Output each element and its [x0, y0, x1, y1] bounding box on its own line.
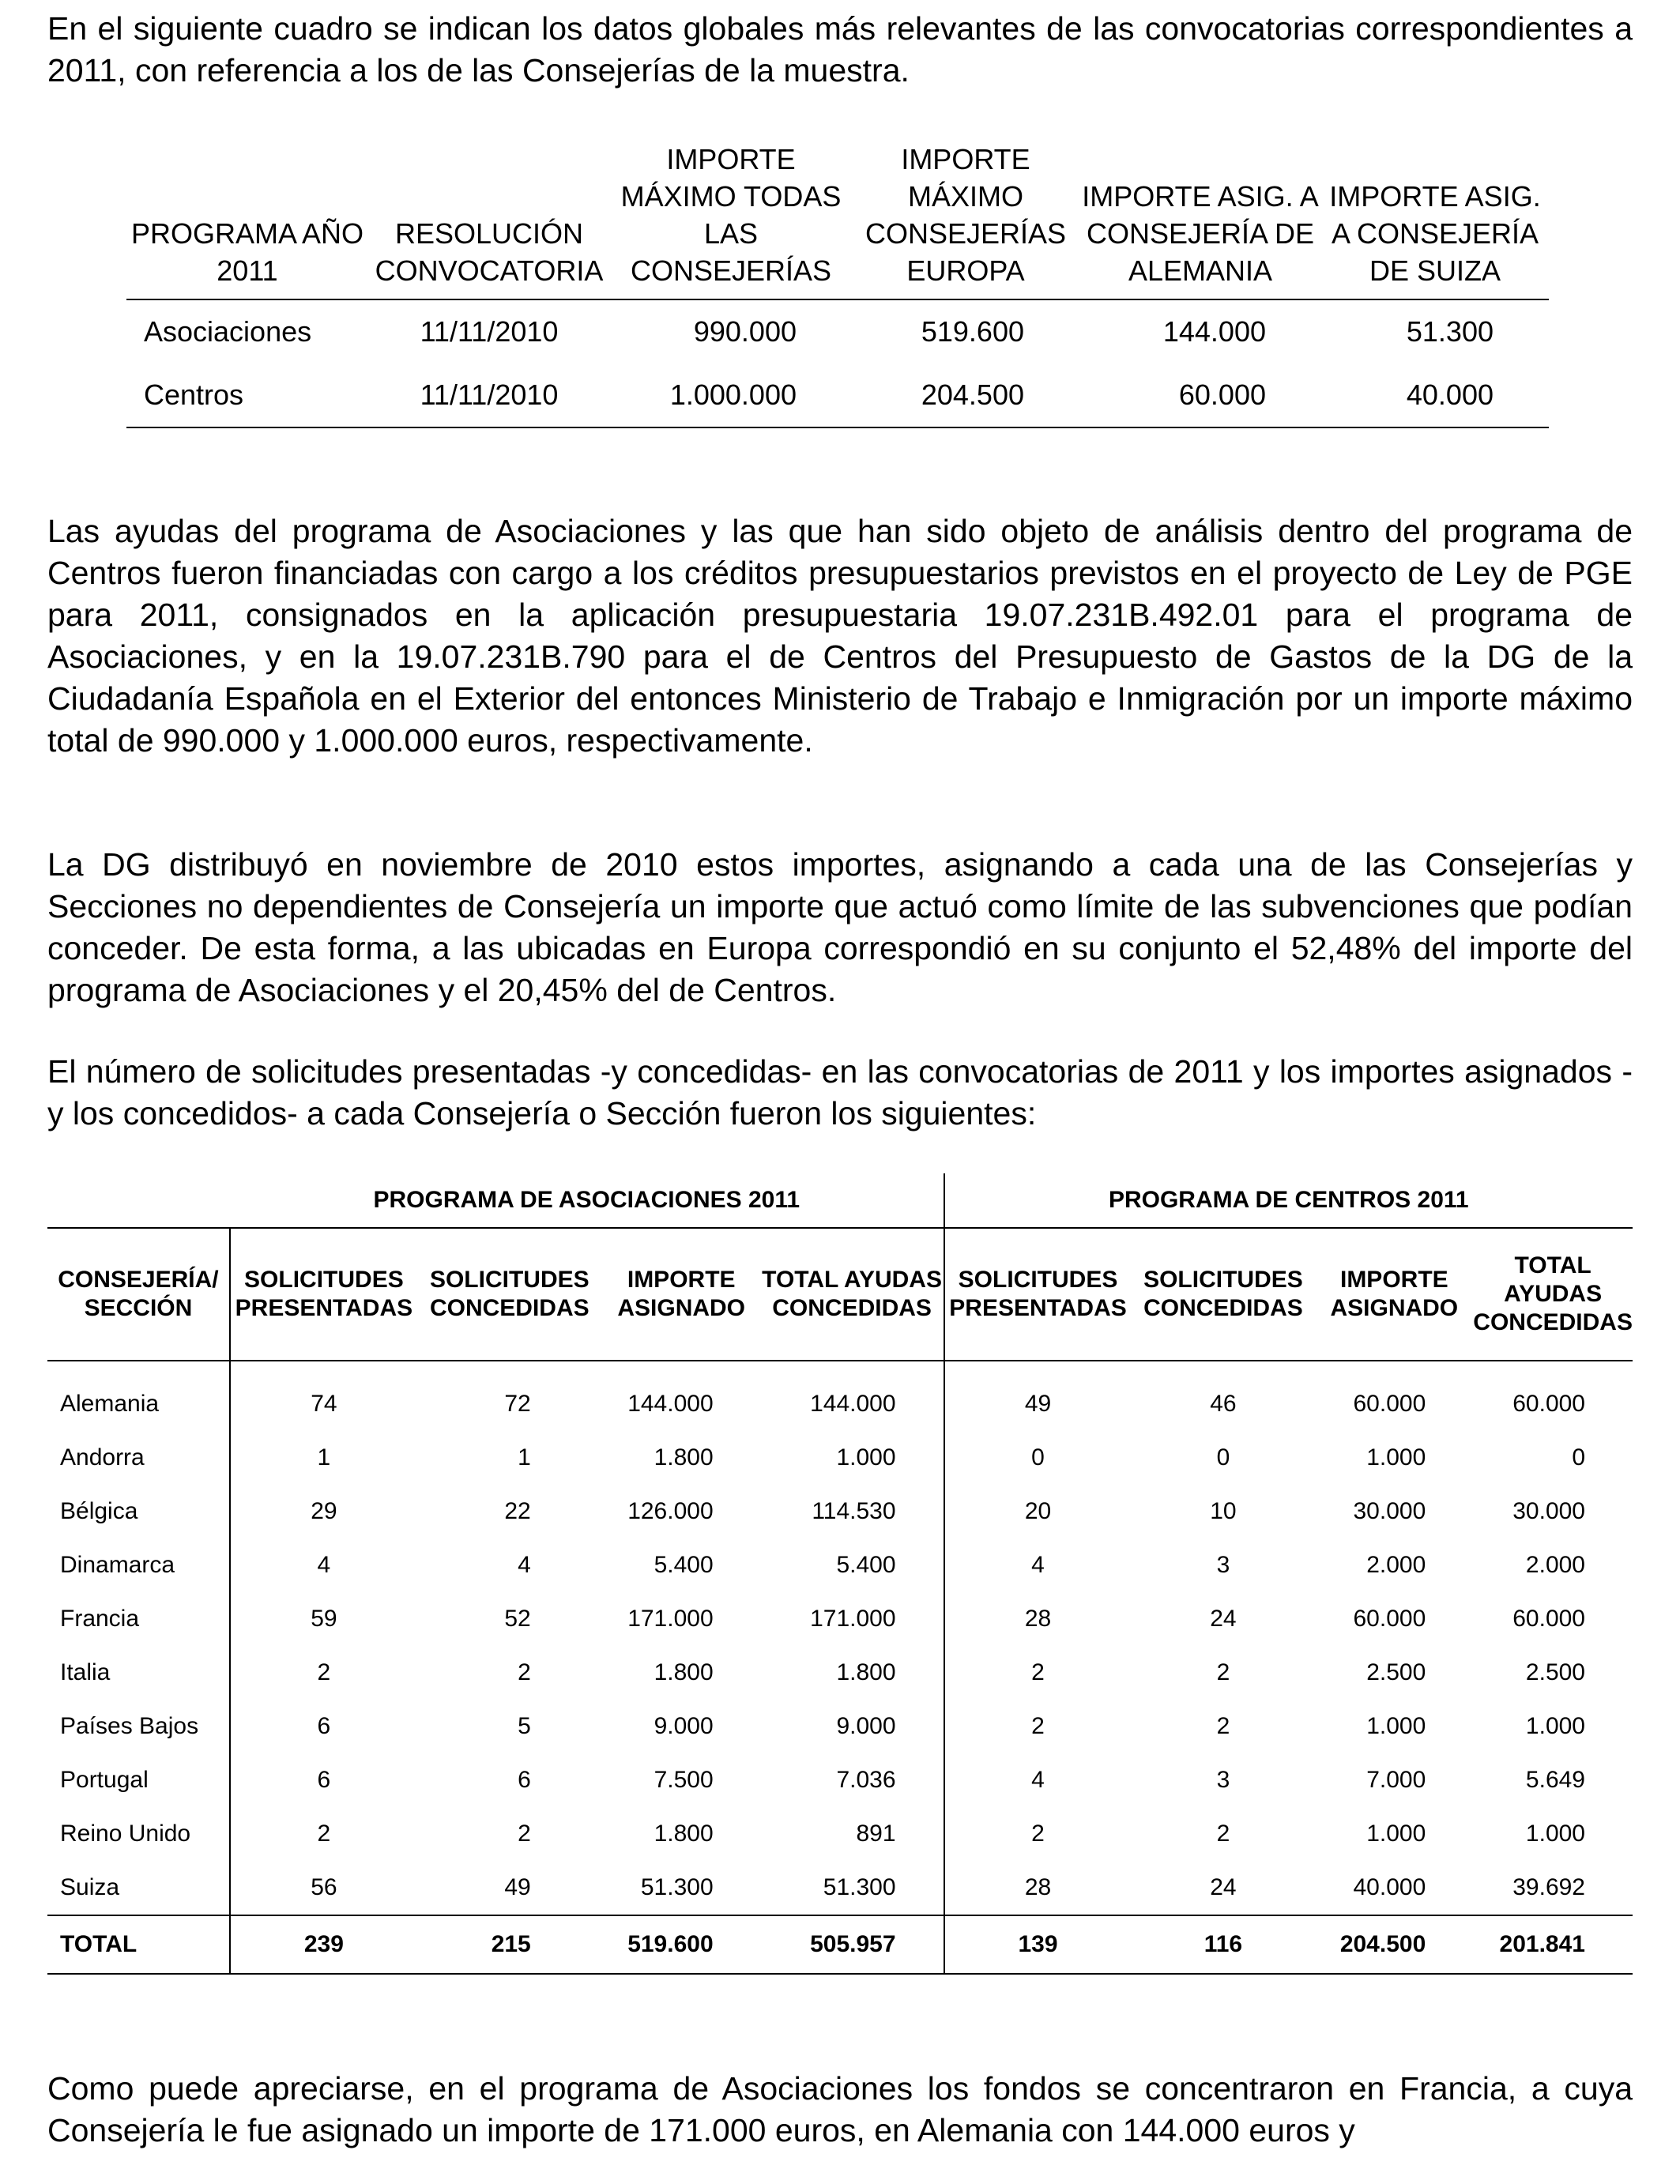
detail-cell: 2: [317, 1659, 331, 1685]
detail-cell: 2: [317, 1821, 331, 1847]
sub-header-cell: CONSEJERÍA/ SECCIÓN: [47, 1228, 230, 1361]
distribution-paragraph: La DG distribuyó en noviembre de 2010 estos importes, asignando a cada una de las Consejerías y Secciones no dependientes de Consejería un importe que actuó como límite de las subvenciones que podían conceder. De esta forma, a las ubicadas en Europa correspondió en su conjunto el 52,48% del importe del programa de Asociaciones y el 20,45% del de Centros.: [47, 846, 1633, 1008]
table-row: [47, 1861, 1633, 1915]
table-row: [47, 1485, 1633, 1538]
detail-cell: 144.000: [761, 1361, 944, 1431]
detail-cell: 6: [518, 1767, 531, 1793]
group-header-centros: PROGRAMA DE CENTROS 2011: [1108, 1187, 1469, 1213]
detail-cell: 4: [1031, 1552, 1045, 1578]
summary-header-cell: PROGRAMA AÑO 2011: [130, 217, 364, 287]
detail-cell: 60.000: [1353, 1391, 1426, 1417]
detail-cell: Andorra: [47, 1431, 230, 1485]
detail-cell: Bélgica: [47, 1485, 230, 1538]
sub-header-cell: SOLICITUDES CONCEDIDAS: [1131, 1228, 1315, 1361]
table-row: [47, 1753, 1633, 1807]
detail-cell: 60.000: [1512, 1391, 1585, 1417]
table-row: [47, 1361, 1633, 1431]
summary-cell: 51.300: [1406, 315, 1494, 348]
summary-cell: 144.000: [1162, 315, 1266, 348]
detail-cell: 0: [1572, 1444, 1585, 1470]
intro-paragraph: En el siguiente cuadro se indican los datos globales más relevantes de las convocatorias correspondientes a 2011, con referencia a los de las Consejerías de la muestra.: [47, 10, 1633, 88]
detail-cell: 1.800: [654, 1659, 714, 1685]
sub-header-cell: IMPORTE ASIGNADO: [1315, 1228, 1473, 1361]
table-row: [47, 1807, 1633, 1861]
detail-cell: 30.000: [1353, 1498, 1426, 1524]
detail-cell: Francia: [47, 1592, 230, 1646]
group-header-asociaciones: PROGRAMA DE ASOCIACIONES 2011: [47, 1173, 944, 1228]
detail-table: [47, 1173, 1633, 1975]
detail-cell: 5.649: [1525, 1767, 1585, 1793]
summary-cell: 11/11/2010: [420, 378, 559, 411]
sub-header-cell: IMPORTE ASIGNADO: [602, 1228, 761, 1361]
detail-cell: 891: [761, 1807, 944, 1861]
detail-cell: Suiza: [47, 1861, 230, 1915]
summary-cell: 11/11/2010: [420, 315, 559, 348]
summary-cell: 1.000.000: [669, 378, 797, 411]
detail-cell: 2.000: [1366, 1552, 1426, 1578]
detail-cell: 9.000: [654, 1713, 714, 1739]
detail-cell: 114.530: [761, 1485, 944, 1538]
detail-cell: 9.000: [761, 1700, 944, 1753]
detail-cell: 2: [1031, 1659, 1045, 1685]
sub-header-cell: TOTAL AYUDAS CONCEDIDAS: [761, 1228, 944, 1361]
detail-cell: 201.841: [1473, 1915, 1633, 1974]
detail-cell: 171.000: [627, 1606, 714, 1632]
detail-cell: 7.000: [1366, 1767, 1426, 1793]
detail-cell: 7.500: [654, 1767, 714, 1793]
detail-cell: TOTAL: [47, 1915, 230, 1974]
detail-cell: 5: [518, 1713, 531, 1739]
detail-cell: 5.400: [654, 1552, 714, 1578]
sub-header-cell: SOLICITUDES CONCEDIDAS: [417, 1228, 602, 1361]
detail-cell: 1.000: [1366, 1444, 1426, 1470]
sub-header-cell: SOLICITUDES PRESENTADAS: [944, 1228, 1132, 1361]
detail-cell: 6: [317, 1767, 331, 1793]
summary-cell: Asociaciones: [144, 315, 312, 348]
detail-cell: 1: [317, 1444, 331, 1470]
conclusion-paragraph: Como puede apreciarse, en el programa de Asociaciones los fondos se concentraron en Francia, a cuya Consejería le fue asignado un importe de 171.000 euros, en Alemania con 144.000 euros y: [47, 2070, 1633, 2148]
detail-cell: Portugal: [47, 1753, 230, 1807]
detail-cell: 139: [944, 1915, 1132, 1974]
detail-cell: 28: [1024, 1606, 1052, 1632]
detail-cell: 24: [1210, 1606, 1237, 1632]
detail-cell: 40.000: [1353, 1874, 1426, 1900]
summary-cell: 60.000: [1178, 378, 1266, 411]
table-row: [47, 1646, 1633, 1700]
detail-cell: 29: [311, 1498, 337, 1524]
summary-header-cell: RESOLUCIÓN CONVOCATORIA: [375, 217, 604, 287]
detail-cell: 2: [1031, 1713, 1045, 1739]
table-row: [47, 1700, 1633, 1753]
detail-cell: 51.300: [761, 1861, 944, 1915]
detail-cell: 1.800: [761, 1646, 944, 1700]
detail-cell: 60.000: [1512, 1606, 1585, 1632]
detail-cell: 3: [1216, 1552, 1230, 1578]
detail-cell: 2: [518, 1821, 531, 1847]
detail-cell: 215: [417, 1915, 602, 1974]
detail-cell: 5.400: [761, 1538, 944, 1592]
detail-cell: 28: [1024, 1874, 1052, 1900]
summary-header-cell: IMPORTE ASIG. A CONSEJERÍA DE SUIZA: [1329, 180, 1541, 287]
detail-cell: 72: [504, 1391, 531, 1417]
detail-cell: 6: [317, 1713, 331, 1739]
detail-cell: 239: [230, 1915, 417, 1974]
detail-cell: 116: [1131, 1915, 1315, 1974]
detail-cell: 10: [1210, 1498, 1237, 1524]
detail-cell: 2: [1216, 1821, 1230, 1847]
detail-cell: 20: [1024, 1498, 1052, 1524]
detail-cell: 4: [518, 1552, 531, 1578]
detail-cell: 49: [1024, 1391, 1052, 1417]
detail-cell: 1.000: [1366, 1821, 1426, 1847]
detail-cell: 2: [1031, 1821, 1045, 1847]
detail-cell: 1: [518, 1444, 531, 1470]
detail-cell: 505.957: [761, 1915, 944, 1974]
detail-cell: 2.500: [1366, 1659, 1426, 1685]
table-row: [47, 1538, 1633, 1592]
detail-cell: 204.500: [1315, 1915, 1473, 1974]
summary-cell: 519.600: [921, 315, 1024, 348]
detail-cell: 171.000: [761, 1592, 944, 1646]
detail-cell: 0: [1031, 1444, 1045, 1470]
detail-cell: 74: [311, 1391, 337, 1417]
summary-row: [126, 299, 1549, 363]
detail-cell: 60.000: [1353, 1606, 1426, 1632]
detail-cell: 2.000: [1525, 1552, 1585, 1578]
detail-cell: 49: [504, 1874, 531, 1900]
sub-header-cell: TOTAL AYUDAS CONCEDIDAS: [1473, 1228, 1633, 1361]
detail-cell: 1.000: [761, 1431, 944, 1485]
detail-cell: 52: [504, 1606, 531, 1632]
detail-cell: 4: [1031, 1767, 1045, 1793]
total-row: [47, 1915, 1633, 1974]
detail-cell: 2: [1216, 1659, 1230, 1685]
summary-row: [126, 363, 1549, 427]
detail-cell: 126.000: [627, 1498, 714, 1524]
detail-cell: Países Bajos: [47, 1700, 230, 1753]
detail-cell: 7.036: [761, 1753, 944, 1807]
detail-cell: 1.800: [654, 1444, 714, 1470]
detail-cell: 24: [1210, 1874, 1237, 1900]
summary-cell: Centros: [144, 378, 244, 411]
detail-cell: 51.300: [640, 1874, 714, 1900]
detail-cell: 1.000: [1525, 1821, 1585, 1847]
group-header-row: [47, 1173, 1633, 1228]
detail-cell: 39.692: [1512, 1874, 1585, 1900]
detail-cell: 30.000: [1512, 1498, 1585, 1524]
summary-header-cell: IMPORTE MÁXIMO TODAS LAS CONSEJERÍAS: [620, 143, 842, 287]
detail-cell: 519.600: [602, 1915, 761, 1974]
detail-cell: 46: [1210, 1391, 1237, 1417]
detail-cell: 22: [504, 1498, 531, 1524]
detail-cell: Italia: [47, 1646, 230, 1700]
summary-cell: 990.000: [693, 315, 797, 348]
detail-cell: 4: [317, 1552, 331, 1578]
summary-header-cell: IMPORTE MÁXIMO CONSEJERÍAS EUROPA: [864, 143, 1067, 287]
detail-cell: 2.500: [1525, 1659, 1585, 1685]
detail-cell: 0: [1216, 1444, 1230, 1470]
sub-header-row: [47, 1228, 1633, 1361]
table-row: [47, 1431, 1633, 1485]
detail-cell: Alemania: [47, 1361, 230, 1431]
detail-cell: 59: [311, 1606, 337, 1632]
summary-cell: 204.500: [921, 378, 1024, 411]
detail-cell: Dinamarca: [47, 1538, 230, 1592]
summary-cell: 40.000: [1406, 378, 1494, 411]
detail-cell: 2: [1216, 1713, 1230, 1739]
table-row: [47, 1592, 1633, 1646]
summary-table: [126, 141, 1549, 428]
detail-cell: 144.000: [627, 1391, 714, 1417]
summary-header-row: [126, 141, 1549, 299]
requests-paragraph: El número de solicitudes presentadas -y concedidas- en las convocatorias de 2011 y los importes asignados -y los concedidos- a cada Consejería o Sección fueron los siguientes:: [47, 1053, 1633, 1132]
detail-cell: 56: [311, 1874, 337, 1900]
detail-cell: Reino Unido: [47, 1807, 230, 1861]
detail-cell: 1.800: [654, 1821, 714, 1847]
detail-cell: 2: [518, 1659, 531, 1685]
sub-header-cell: SOLICITUDES PRESENTADAS: [230, 1228, 417, 1361]
detail-table-body: [47, 1361, 1633, 1974]
summary-header-cell: IMPORTE ASIG. A CONSEJERÍA DE ALEMANIA: [1082, 180, 1319, 287]
funding-paragraph: Las ayudas del programa de Asociaciones y las que han sido objeto de análisis dentro del programa de Centros fueron financiadas con cargo a los créditos presupuestarios previstos en el proyecto de Ley de PGE para 2011, consignados en la aplicación presupuestaria 19.07.231B.492.01 para el programa de Asociaciones, y en la 19.07.231B.790 para el de Centros del Presupuesto de Gastos de la DG de la Ciudadanía Española en el Exterior del entonces Ministerio de Trabajo e Inmigración por un importe máximo total de 990.000 y 1.000.000 euros, respectivamente.: [47, 513, 1633, 759]
detail-cell: 3: [1216, 1767, 1230, 1793]
detail-cell: 1.000: [1525, 1713, 1585, 1739]
detail-cell: 1.000: [1366, 1713, 1426, 1739]
